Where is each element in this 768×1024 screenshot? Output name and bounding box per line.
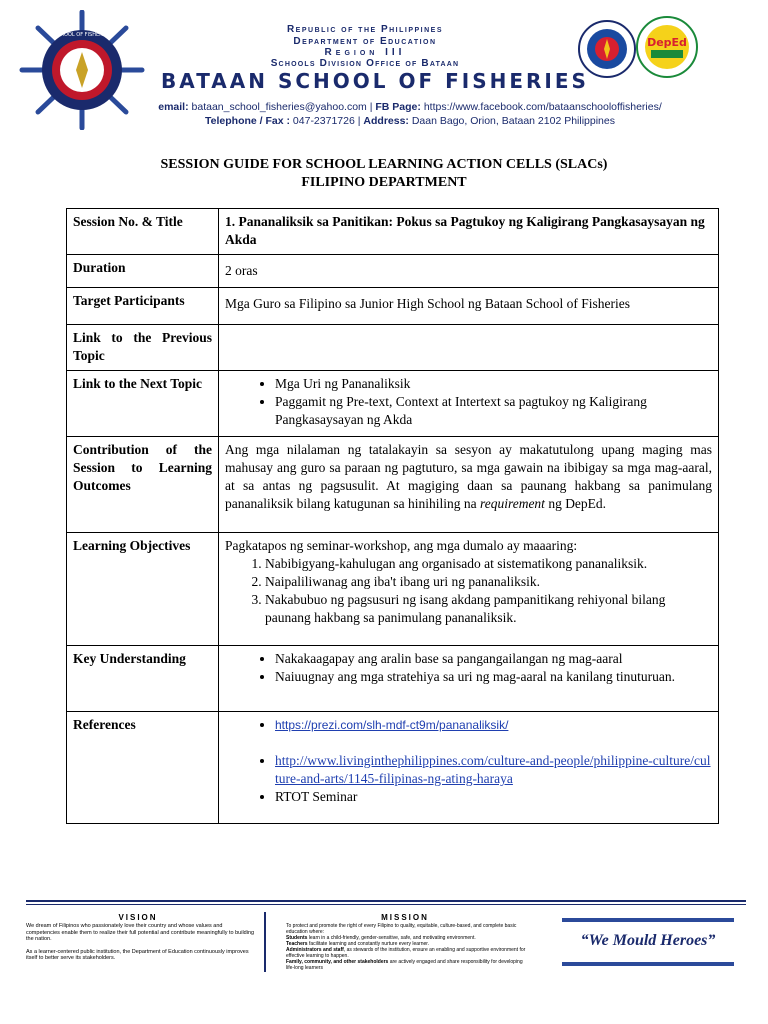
row-label: Contribution of the Session to Learning Outcomes: [67, 437, 219, 533]
table-row: [67, 646, 719, 712]
mission-bold: Teachers: [286, 941, 308, 947]
mission-intro: To protect and promote the right of every Filipino to quality, equitable, culture-based, and complete basic education where:: [286, 923, 517, 935]
table-row: [67, 209, 719, 255]
mission-line: , as stewards of the institution, ensure an enabling and supportive environment for effective learning to happen.: [286, 947, 526, 959]
contact-phone-address: [130, 115, 690, 127]
mission-bold: Administrators and staff: [286, 947, 344, 953]
objectives-cell: [219, 533, 719, 646]
list-item: 3. Nakabubuo ng pagsusuri ng isang akdang pampanitikang rehiyonal bilang paunang hakbang sa panimulang pananaliksik.: [265, 591, 712, 627]
row-label: Duration: [67, 255, 219, 288]
address-label: Address:: [363, 115, 409, 127]
objectives-intro: Pagkatapos ng seminar-workshop, ang mga dumalo ay maaaring:: [225, 538, 578, 553]
contribution-cell: [219, 437, 719, 533]
table-row: [67, 437, 719, 533]
session-guide-table: [66, 208, 719, 824]
row-label: Session No. & Title: [67, 209, 219, 255]
fb-label: FB Page:: [375, 101, 421, 113]
document-title: SESSION GUIDE FOR SCHOOL LEARNING ACTION CELLS (SLACs): [160, 157, 608, 172]
header-region: Region III: [324, 47, 406, 58]
row-label: Learning Objectives: [67, 533, 219, 646]
mission-line: facilitate learning and constantly nurture every learner.: [308, 941, 430, 947]
row-label: Key Understanding: [67, 646, 219, 712]
list-item: 2. Naipaliliwanag ang iba't ibang uri ng pananaliksik.: [265, 573, 712, 591]
mission-bold: Students: [286, 935, 308, 941]
separator: |: [369, 101, 373, 113]
vision-text: [26, 923, 256, 962]
list-item: • RTOT Seminar: [275, 788, 712, 806]
mission-item: [286, 959, 526, 971]
table-row: [67, 712, 719, 824]
table-row: [67, 533, 719, 646]
list-item: • Naiuugnay ang mga stratehiya sa uri ng mag-aaral na kanilang tinuturuan.: [275, 668, 712, 686]
target-value: Mga Guro sa Filipino sa Junior High School ng Bataan School of Fisheries: [219, 288, 719, 325]
school-name: BATAAN SCHOOL OF FISHERIES: [161, 69, 589, 93]
vision-paragraph: We dream of Filipinos who passionately love their country and whose values and competencies enable them to realize their full potential and contribute meaningfully to building the nation.: [26, 923, 255, 942]
vision-paragraph: As a learner-centered public institution, the Department of Education continuously improves itself to better serve its stakeholders.: [26, 948, 249, 961]
list-item: [275, 752, 712, 788]
reference-link-prezi[interactable]: https://prezi.com/slh-mdf-ct9m/pananaliksik/: [275, 718, 509, 732]
deped-bataan-logo: [636, 16, 698, 78]
separator: |: [357, 115, 361, 127]
header-division: Schools Division Office of Bataan: [270, 58, 460, 69]
header-department: Department of Education: [293, 36, 437, 47]
references-cell: [219, 712, 719, 824]
table-row: [67, 371, 719, 437]
tel-value: 047-2371726: [292, 115, 355, 127]
footer-rule: [26, 900, 746, 902]
row-label: References: [67, 712, 219, 824]
mission-text: [286, 923, 526, 971]
session-title: 1. Pananaliksik sa Panitikan: Pokus sa Pagtukoy ng Kaligirang Pangkasaysayan ng Akda: [219, 209, 719, 255]
email-value[interactable]: bataan_school_fisheries@yahoo.com: [191, 101, 367, 113]
mission-line: are actively engaged and share responsibility for developing life-long learners: [286, 959, 523, 971]
fb-value[interactable]: https://www.facebook.com/bataanschooloffisheries/: [423, 101, 662, 113]
contact-email-fb: [130, 101, 690, 113]
row-label: Target Participants: [67, 288, 219, 325]
motto-rule: [562, 918, 734, 922]
tel-label: Telephone / Fax :: [205, 115, 290, 127]
table-row: [67, 325, 719, 371]
list-item: 1. Nabibigyang-kahulugan ang organisado at sistematikong pananaliksik.: [265, 555, 712, 573]
school-seal-logo: [18, 10, 146, 130]
contribution-text-end: ng DepEd.: [548, 496, 607, 511]
table-row: [67, 255, 719, 288]
footer-rule: [26, 904, 746, 905]
header-republic: Republic of the Philippines: [286, 24, 444, 35]
email-label: email:: [158, 101, 189, 113]
list-item: • Mga Uri ng Pananaliksik: [275, 375, 712, 393]
mission-item: [286, 947, 526, 959]
next-topic-cell: [219, 371, 719, 437]
mission-heading: MISSION: [381, 913, 429, 922]
mission-line: learn in a child-friendly, gender-sensitive, safe, and motivating environment.: [308, 935, 476, 941]
list-item: • Nakakaagapay ang aralin base sa pangangailangan ng mag-aaral: [275, 650, 712, 668]
contribution-text: Ang mga nilalaman ng tatalakayin sa sesyon ay makatutulong upang maging mas mahusay ang guro sa paraan ng pagtuturo, sa mga gawain na ibibigay sa mga mag-aaral, at sa antas ng pagsusulit. At magiging daan sa paunang hakbang sa panimulang pananaliksik bilang katugunan sa hinihiling na: [225, 442, 712, 511]
reference-link-living[interactable]: http://www.livinginthephilippines.com/culture-and-people/philippine-culture/culture-and-arts/1145-filipinas-ng-ating-haraya: [275, 753, 711, 786]
duration-value: 2 oras: [219, 255, 719, 288]
contribution-emphasis: requirement: [479, 496, 545, 511]
svg-text:DepEd: DepEd: [647, 36, 687, 49]
prev-topic-value: [219, 325, 719, 371]
table-row: [67, 288, 719, 325]
motto-rule: [562, 962, 734, 966]
address-value: Daan Bago, Orion, Bataan 2102 Philippines: [411, 115, 615, 127]
motto-text: “We Mould Heroes”: [580, 932, 716, 949]
row-label: Link to the Next Topic: [67, 371, 219, 437]
document-subtitle: FILIPINO DEPARTMENT: [301, 175, 467, 190]
svg-text:SCHOOL OF FISHERIES: SCHOOL OF FISHERIES: [53, 32, 111, 38]
footer-divider: [264, 912, 266, 972]
row-label: Link to the Previous Topic: [67, 325, 219, 371]
key-understanding-cell: [219, 646, 719, 712]
vision-heading: VISION: [118, 913, 158, 922]
list-item: [275, 716, 712, 734]
list-item: • Paggamit ng Pre-text, Context at Intertext sa pagtukoy ng Kaligirang Pangkasaysayan ng Akda: [275, 393, 712, 429]
mission-bold: Family, community, and other stakeholders: [286, 959, 389, 965]
